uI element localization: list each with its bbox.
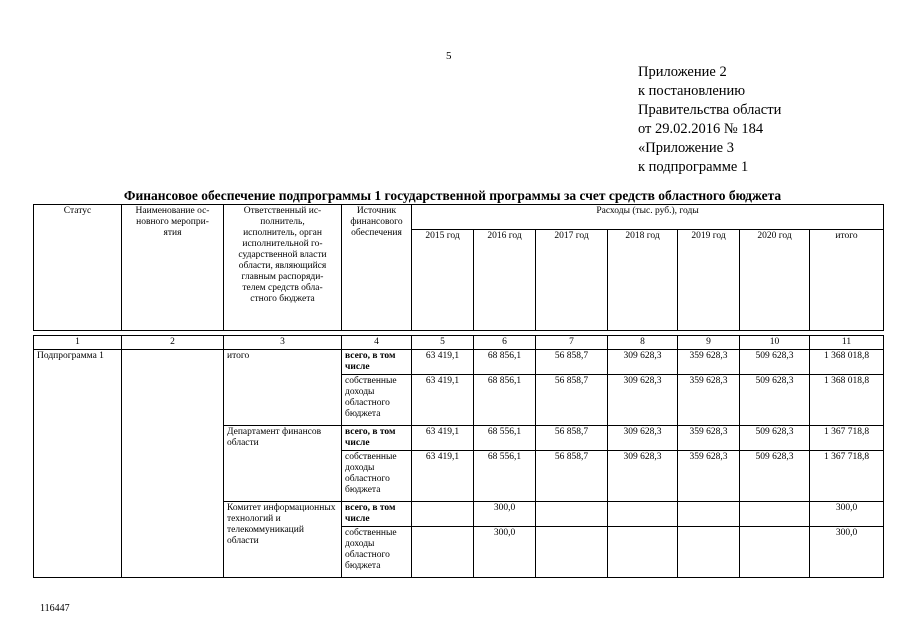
header-year: 2018 год: [608, 230, 678, 331]
footer-code: 116447: [40, 603, 70, 614]
column-number: 10: [740, 336, 810, 350]
source-cell: всего, в том числе: [342, 502, 412, 527]
value-cell: [536, 527, 608, 578]
appendix-line: от 29.02.2016 № 184: [638, 121, 764, 137]
measure-cell: [122, 350, 224, 578]
value-cell: [678, 502, 740, 527]
column-number: 5: [412, 336, 474, 350]
column-number: 8: [608, 336, 678, 350]
value-cell: [412, 502, 474, 527]
header-year: 2016 год: [474, 230, 536, 331]
page-number: 5: [446, 50, 452, 62]
header-table: [33, 204, 884, 331]
appendix-line: «Приложение 3: [638, 140, 734, 156]
header-total: итого: [810, 230, 884, 331]
value-cell: 300,0: [474, 502, 536, 527]
total-cell: 1 367 718,8: [810, 451, 884, 502]
total-cell: 1 367 718,8: [810, 426, 884, 451]
value-cell: 309 628,3: [608, 426, 678, 451]
value-cell: 359 628,3: [678, 350, 740, 375]
value-cell: [678, 527, 740, 578]
appendix-line: Правительства области: [638, 102, 782, 118]
column-number-row: [34, 336, 884, 350]
value-cell: [608, 502, 678, 527]
value-cell: 63 419,1: [412, 451, 474, 502]
column-number: 7: [536, 336, 608, 350]
executor-cell: Комитет информационных технологий и телекоммуникаций области: [224, 502, 342, 578]
appendix-block: [638, 63, 781, 177]
source-cell: собственные доходы областного бюджета: [342, 451, 412, 502]
executor-cell: итого: [224, 350, 342, 426]
source-cell: всего, в том числе: [342, 426, 412, 451]
source-cell: собственные доходы областного бюджета: [342, 375, 412, 426]
total-cell: 300,0: [810, 502, 884, 527]
appendix-line: к постановлению: [638, 83, 746, 99]
value-cell: 68 856,1: [474, 350, 536, 375]
header-year: 2019 год: [678, 230, 740, 331]
value-cell: 309 628,3: [608, 375, 678, 426]
document-title: Финансовое обеспечение подпрограммы 1 государственной программы за счет средств областного бюджета: [123, 188, 782, 203]
header-year: 2020 год: [740, 230, 810, 331]
header-year: 2017 год: [536, 230, 608, 331]
header-source: Источник финансового обеспечения: [342, 205, 412, 331]
value-cell: [412, 527, 474, 578]
value-cell: [608, 527, 678, 578]
value-cell: 509 628,3: [740, 426, 810, 451]
value-cell: 309 628,3: [608, 350, 678, 375]
value-cell: 56 858,7: [536, 350, 608, 375]
column-number: 11: [810, 336, 884, 350]
value-cell: 68 556,1: [474, 426, 536, 451]
column-number: 3: [224, 336, 342, 350]
value-cell: [740, 502, 810, 527]
source-cell: всего, в том числе: [342, 350, 412, 375]
value-cell: 63 419,1: [412, 375, 474, 426]
column-number: 4: [342, 336, 412, 350]
header-expenses: Расходы (тыс. руб.), годы: [412, 205, 884, 230]
value-cell: 68 856,1: [474, 375, 536, 426]
column-number: 6: [474, 336, 536, 350]
value-cell: 359 628,3: [678, 375, 740, 426]
header-measure: Наименование ос- новного меропри- ятия: [122, 205, 224, 331]
header-year: 2015 год: [412, 230, 474, 331]
value-cell: 68 556,1: [474, 451, 536, 502]
value-cell: 63 419,1: [412, 350, 474, 375]
appendix-line: Приложение 2: [638, 64, 727, 80]
value-cell: 300,0: [474, 527, 536, 578]
data-table: [33, 335, 884, 578]
executor-cell: Департамент финансов области: [224, 426, 342, 502]
value-cell: [536, 502, 608, 527]
value-cell: 56 858,7: [536, 451, 608, 502]
total-cell: 1 368 018,8: [810, 375, 884, 426]
column-number: 9: [678, 336, 740, 350]
value-cell: 56 858,7: [536, 426, 608, 451]
value-cell: 63 419,1: [412, 426, 474, 451]
appendix-line: к подпрограмме 1: [638, 159, 749, 175]
column-number: 2: [122, 336, 224, 350]
total-cell: 300,0: [810, 527, 884, 578]
header-executor: Ответственный ис- полнитель, исполнитель, орган исполнительной го- сударственной власти области, являющийся главным распоряди- телем средств обла- стного бюджета: [224, 205, 342, 331]
value-cell: [740, 527, 810, 578]
value-cell: 359 628,3: [678, 426, 740, 451]
value-cell: 309 628,3: [608, 451, 678, 502]
status-cell: Подпрограмма 1: [34, 350, 122, 578]
table-row: [34, 350, 884, 375]
source-cell: собственные доходы областного бюджета: [342, 527, 412, 578]
total-cell: 1 368 018,8: [810, 350, 884, 375]
value-cell: 359 628,3: [678, 451, 740, 502]
column-number: 1: [34, 336, 122, 350]
value-cell: 509 628,3: [740, 350, 810, 375]
value-cell: 56 858,7: [536, 375, 608, 426]
header-status: Статус: [34, 205, 122, 331]
value-cell: 509 628,3: [740, 375, 810, 426]
value-cell: 509 628,3: [740, 451, 810, 502]
